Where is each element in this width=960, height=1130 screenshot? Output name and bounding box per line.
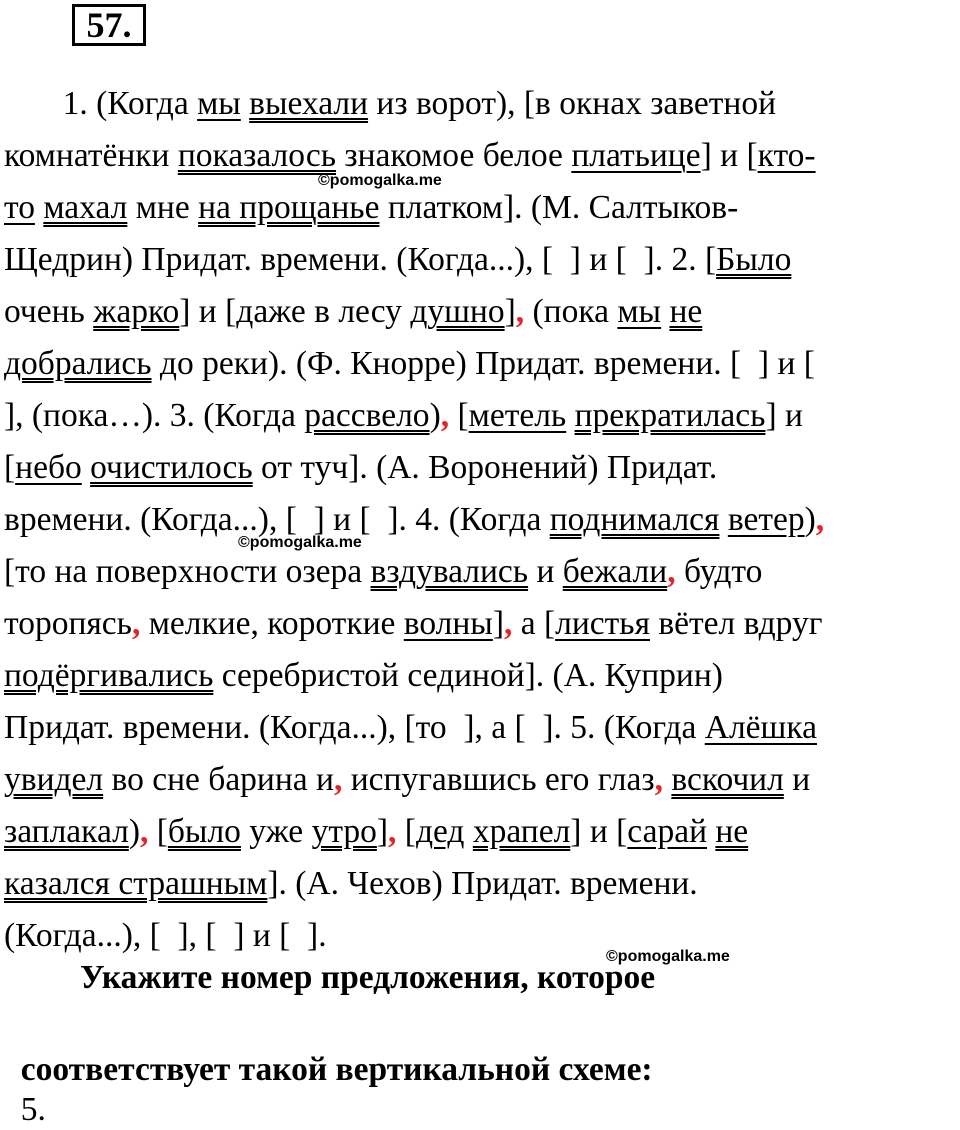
red-comma: , — [667, 553, 676, 590]
text-line — [4, 916, 327, 956]
text-segment: ] и [ — [570, 813, 628, 850]
text-segment: знакомое белое — [336, 137, 572, 174]
text-segment: и — [528, 553, 563, 590]
predicate-underlined: выехали — [249, 85, 369, 122]
text-segment: комнатёнки — [4, 137, 178, 174]
subject-underlined: Алёшка — [704, 709, 817, 746]
text-line — [4, 188, 738, 228]
text-segment — [566, 397, 574, 434]
text-line — [4, 604, 822, 644]
watermark: ©pomogalka.me — [606, 948, 730, 965]
text-segment — [241, 85, 249, 122]
text-segment: уже — [240, 813, 312, 850]
predicate-underlined: Было — [716, 241, 792, 278]
red-comma: , — [440, 397, 450, 434]
text-segment: испугавшись его глаз — [342, 761, 655, 798]
predicate-underlined: жарко — [93, 293, 180, 330]
text-line — [4, 708, 817, 748]
text-segment: (Когда...), [ ], [ ] и [ ]. — [4, 917, 327, 954]
predicate-underlined: на прощанье — [198, 189, 380, 226]
predicate-underlined: заплакал — [4, 813, 129, 850]
exercise-number: 57. — [72, 4, 146, 46]
red-comma: , — [388, 813, 397, 850]
predicate-underlined: утро — [311, 813, 377, 850]
text-line — [4, 136, 816, 176]
question-line-1: Укажите номер предложения, которое — [80, 959, 656, 996]
predicate-underlined: душно — [410, 293, 505, 330]
text-segment: ]. (А. Чехов) Придат. времени. — [267, 865, 698, 902]
predicate-underlined: прекратилась — [574, 397, 766, 434]
text-line — [4, 292, 702, 332]
subject-underlined: то — [4, 189, 35, 226]
text-line — [4, 344, 815, 384]
text-line — [4, 812, 748, 852]
text-segment — [719, 501, 727, 538]
predicate-underlined: храпел — [472, 813, 571, 850]
subject-underlined: метель — [468, 397, 567, 434]
red-comma: , — [654, 761, 663, 798]
text-segment: [ — [4, 449, 16, 486]
text-segment: очень — [4, 293, 94, 330]
predicate-underlined: показалось — [177, 137, 337, 174]
subject-underlined: платьице — [571, 137, 701, 174]
subject-underlined: небо — [15, 449, 82, 486]
subject-underlined: листья — [555, 605, 650, 642]
text-segment: платком]. (М. Салтыков- — [379, 189, 739, 226]
text-segment: вётел вдруг — [649, 605, 823, 642]
text-line — [4, 552, 762, 592]
text-line — [4, 84, 776, 124]
text-segment: ] и — [765, 397, 803, 434]
text-line — [4, 864, 698, 904]
text-line — [4, 396, 803, 436]
predicate-underlined: вскочил — [671, 761, 784, 798]
predicate-underlined: вздувались — [370, 553, 529, 590]
predicate-underlined: махал — [43, 189, 128, 226]
text-segment: Придат. времени. (Когда...), [то ], а [ ]. 5. (Когда — [4, 709, 705, 746]
text-segment: ] — [492, 605, 504, 642]
red-comma: , — [139, 813, 149, 850]
text-segment: а [ — [512, 605, 556, 642]
predicate-underlined: подёргивались — [4, 657, 214, 694]
text-segment: во сне барина и — [103, 761, 334, 798]
text-segment: от туч]. (А. Воронений) Придат. — [252, 449, 718, 486]
text-segment: ] и [ — [700, 137, 758, 174]
predicate-underlined: было — [167, 813, 241, 850]
text-segment: (пока — [524, 293, 618, 330]
red-comma: , — [515, 293, 525, 330]
subject-underlined: кто- — [757, 137, 816, 174]
text-segment: [ — [148, 813, 168, 850]
red-comma: , — [131, 605, 141, 642]
text-segment — [82, 449, 90, 486]
watermark: ©pomogalka.me — [238, 534, 362, 551]
text-line — [4, 240, 791, 280]
subject-underlined: мы — [197, 85, 241, 122]
text-segment: [ — [449, 397, 469, 434]
text-segment: Щедрин) Придат. времени. (Когда...), [ ] и [ ]. 2. [ — [4, 241, 717, 278]
text-line — [4, 448, 717, 488]
text-segment — [464, 813, 472, 850]
text-segment: времени. (Когда...), [ ] и [ ]. 4. (Когда — [4, 501, 550, 538]
text-segment: серебристой сединой]. (А. Куприн) — [213, 657, 723, 694]
text-segment: ] — [504, 293, 516, 330]
predicate-underlined: увидел — [4, 761, 104, 798]
watermark: ©pomogalka.me — [318, 172, 442, 189]
text-segment: [ — [396, 813, 416, 850]
text-segment: торопясь — [4, 605, 132, 642]
text-segment: [то на поверхности озера — [4, 553, 371, 590]
text-segment: из ворот), [в окнах заветной — [368, 85, 777, 122]
predicate-underlined: рассвело — [304, 397, 430, 434]
text-segment: ] и [даже в лесу — [179, 293, 411, 330]
predicate-underlined: добрались — [4, 345, 152, 382]
predicate-underlined: не — [669, 293, 703, 330]
subject-underlined: дед — [415, 813, 465, 850]
text-segment: мне — [127, 189, 199, 226]
question-line-2 — [4, 1010, 653, 1130]
text-segment: ) — [128, 813, 140, 850]
answer: 5. — [20, 1091, 46, 1128]
text-segment: будто — [675, 553, 763, 590]
subject-underlined: сарай — [627, 813, 707, 850]
predicate-underlined: казался страшным — [4, 865, 268, 902]
text-segment: ) — [429, 397, 441, 434]
subject-underlined: ветер — [727, 501, 805, 538]
text-segment: ) — [804, 501, 816, 538]
text-segment: ] — [376, 813, 389, 850]
text-segment: 1. (Когда — [4, 85, 198, 122]
predicate-underlined: очистилось — [90, 449, 253, 486]
text-segment: до реки). (Ф. Кнорре) Придат. времени. [ ] и [ — [151, 345, 815, 382]
question-text: соответствует такой вертикальной схеме: — [20, 1051, 653, 1088]
predicate-underlined: не — [715, 813, 749, 850]
red-comma: , — [815, 501, 825, 538]
text-segment: и — [783, 761, 811, 798]
text-segment: ], (пока…). 3. (Когда — [4, 397, 305, 434]
red-comma: , — [333, 761, 343, 798]
predicate-underlined: поднимался — [549, 501, 720, 538]
subject-underlined: мы — [617, 293, 662, 330]
predicate-underlined: бежали — [562, 553, 668, 590]
subject-underlined: волны — [403, 605, 493, 642]
red-comma: , — [503, 605, 513, 642]
text-segment: мелкие, короткие — [140, 605, 404, 642]
text-line — [4, 760, 810, 800]
text-line — [4, 656, 723, 696]
text-line — [4, 500, 824, 540]
